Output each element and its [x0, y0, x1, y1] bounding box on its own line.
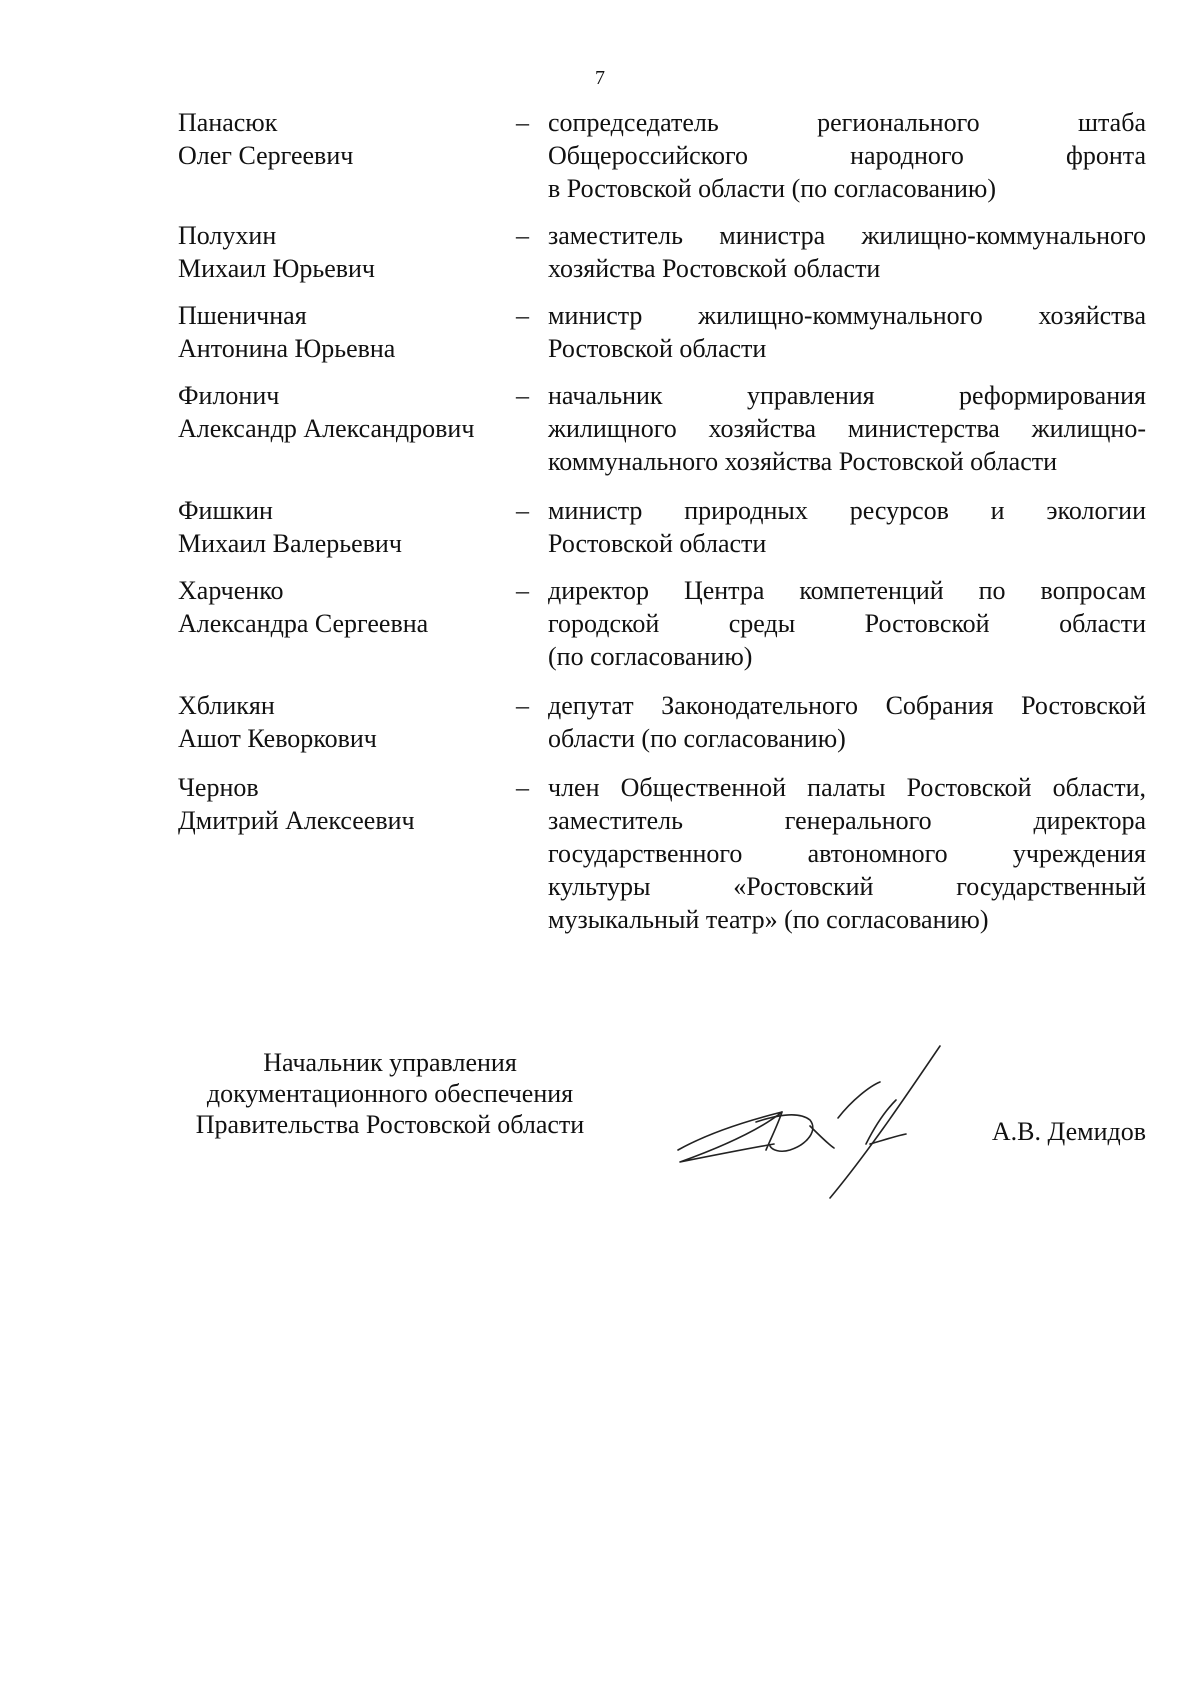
role-line: в Ростовской области (по согласованию) [548, 174, 996, 203]
member-surname: Пшеничная [178, 301, 307, 330]
member-surname: Чернов [178, 773, 259, 802]
member-surname: Полухин [178, 221, 277, 250]
role-line: Ростовской области [548, 529, 767, 558]
role-line: Общероссийского народного фронта [548, 141, 1146, 170]
member-given-names: Дмитрий Алексеевич [178, 806, 415, 835]
member-given-names: Олег Сергеевич [178, 141, 354, 170]
member-role [548, 379, 1146, 478]
member-name [178, 219, 516, 285]
member-given-names: Ашот Кеворкович [178, 724, 377, 753]
role-line: член Общественной палаты Ростовской области, [548, 773, 1146, 802]
member-name [178, 494, 516, 560]
role-line: городской среды Ростовской области [548, 609, 1146, 638]
dash: – [516, 691, 529, 720]
member-role [548, 574, 1146, 673]
dash: – [516, 496, 529, 525]
committee-member-list [178, 106, 1146, 950]
member-row [178, 219, 1146, 285]
signatory-title [170, 1047, 610, 1140]
member-surname: Харченко [178, 576, 284, 605]
role-line: жилищного хозяйства министерства жилищно- [548, 414, 1146, 443]
member-name [178, 106, 516, 172]
signatory-title-line: Правительства Ростовской области [195, 1110, 585, 1139]
dash: – [516, 576, 529, 605]
role-line: (по согласованию) [548, 642, 753, 671]
member-name [178, 379, 516, 445]
member-role [548, 771, 1146, 936]
member-given-names: Михаил Валерьевич [178, 529, 402, 558]
signatory-title-line: документационного обеспечения [206, 1079, 574, 1108]
role-line: культуры «Ростовский государственный [548, 872, 1146, 901]
role-line: Ростовской области [548, 334, 767, 363]
member-row [178, 494, 1146, 560]
member-name [178, 574, 516, 640]
role-line: начальник управления реформирования [548, 381, 1146, 410]
member-surname: Филонич [178, 381, 280, 410]
role-line: хозяйства Ростовской области [548, 254, 881, 283]
member-row [178, 689, 1146, 755]
member-surname: Панасюк [178, 108, 278, 137]
dash: – [516, 108, 529, 137]
member-given-names: Антонина Юрьевна [178, 334, 396, 363]
role-line: заместитель министра жилищно-коммунального [548, 221, 1146, 250]
member-name [178, 299, 516, 365]
member-role [548, 219, 1146, 285]
member-role [548, 689, 1146, 755]
role-line: сопредседатель регионального штаба [548, 108, 1146, 137]
member-surname: Фишкин [178, 496, 273, 525]
dash: – [516, 301, 529, 330]
member-role [548, 299, 1146, 365]
handwritten-signature [670, 1040, 960, 1200]
dash: – [516, 221, 529, 250]
member-role [548, 106, 1146, 205]
member-row [178, 299, 1146, 365]
member-row [178, 771, 1146, 936]
dash: – [516, 773, 529, 802]
role-line: области (по согласованию) [548, 724, 846, 753]
member-row [178, 106, 1146, 205]
member-surname: Хбликян [178, 691, 275, 720]
member-given-names: Александра Сергеевна [178, 609, 429, 638]
role-line: коммунального хозяйства Ростовской области [548, 447, 1058, 476]
member-role [548, 494, 1146, 560]
role-line: государственного автономного учреждения [548, 839, 1146, 868]
role-line: министр жилищно-коммунального хозяйства [548, 301, 1146, 330]
member-given-names: Михаил Юрьевич [178, 254, 376, 283]
dash: – [516, 381, 529, 410]
member-given-names: Александр Александрович [178, 414, 475, 443]
signatory-title-line: Начальник управления [263, 1048, 517, 1077]
member-name [178, 689, 516, 755]
member-name [178, 771, 516, 837]
role-line: депутат Законодательного Собрания Ростовской [548, 691, 1146, 720]
role-line: заместитель генерального директора [548, 806, 1146, 835]
signatory-name: А.В. Демидов [991, 1117, 1146, 1146]
role-line: музыкальный театр» (по согласованию) [548, 905, 989, 934]
member-row [178, 379, 1146, 478]
page-number: 7 [595, 67, 605, 89]
role-line: министр природных ресурсов и экологии [548, 496, 1146, 525]
role-line: директор Центра компетенций по вопросам [548, 576, 1146, 605]
member-row [178, 574, 1146, 673]
